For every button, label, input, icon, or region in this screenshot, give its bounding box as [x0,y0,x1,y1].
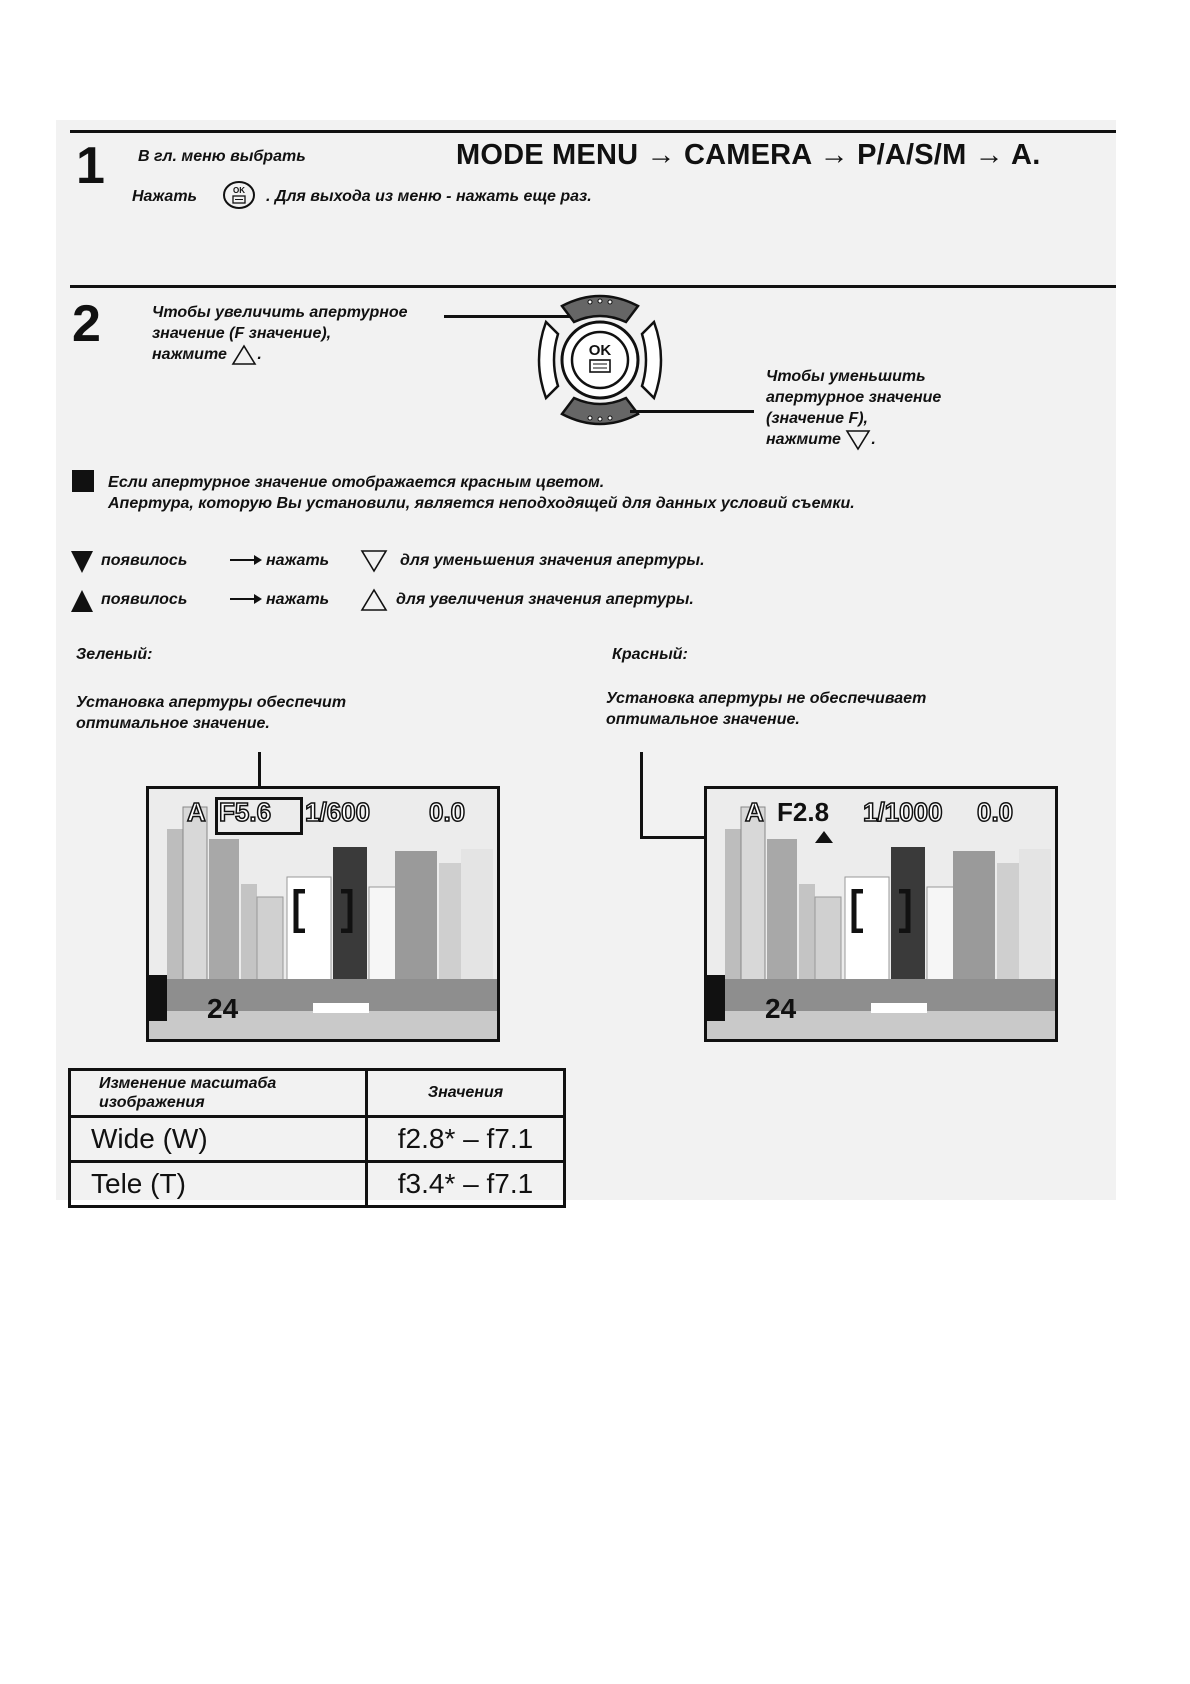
row-up-action: для увеличения значения апертуры. [396,591,694,608]
osd-shot-count: 24 [207,993,239,1024]
step2-rule [70,285,1116,288]
osd-shutter: 1/1000 [863,797,943,827]
decrease-line2: апертурное значение [766,389,942,406]
red-line1: Установка апертуры не обеспечивает [606,690,927,707]
aperture-range-table [68,1068,566,1208]
note-square-icon [72,470,94,492]
increase-press-label: нажмите [152,346,227,364]
row-down-appeared: появилось [101,552,188,569]
osd-exposure: 0.0 [429,797,466,827]
af-frame-icon [293,889,353,933]
arrow-right-icon [230,593,262,605]
decrease-text [766,366,941,451]
osd-exposure: 0.0 [977,797,1014,827]
step1-press-label: Нажать [132,188,198,205]
step1-menu-path: MODE MENU → CAMERA → P/A/S/M → A. [456,139,1041,171]
svg-text:OK: OK [233,186,245,195]
green-title: Зеленый: [76,646,153,663]
note-text [108,472,855,514]
table-cell-range: f2.8* – f7.1 [367,1117,565,1162]
up-triangle-icon [360,588,388,612]
table-row [70,1162,565,1207]
aperture-up-indicator-icon [815,831,833,843]
note-line1: Если апертурное значение отображается красным цветом. [108,474,605,491]
ok-button-icon [222,180,256,210]
row-up-press: нажать [266,591,330,608]
table-cell-zoom: Tele (T) [70,1162,367,1207]
decrease-line4: нажмите . [766,429,941,451]
step1-exit-text: . Для выхода из меню - нажать еще раз. [266,188,592,205]
table-header-row [70,1070,565,1117]
table-header-zoom: Изменение масштаба изображения [70,1070,367,1117]
osd-aperture: F2.8 [777,797,830,827]
arrow-pad-icon [530,290,670,430]
lcd-screen-green [146,786,500,1042]
table-row [70,1117,565,1162]
row-down-action: для уменьшения значения апертуры. [400,552,705,569]
lcd-screen-red [704,786,1058,1042]
up-triangle-icon [231,344,257,366]
red-leader-vertical [640,752,643,838]
down-triangle-icon [360,549,388,573]
decrease-press-label: нажмите [766,431,841,449]
step1-rule [70,130,1116,133]
osd-mode: A [187,797,206,827]
down-triangle-icon [845,429,871,451]
filled-down-triangle-icon [70,550,94,574]
decrease-leader-line [630,410,754,413]
red-description [606,688,926,730]
osd-mode: A [745,797,764,827]
decrease-line1: Чтобы уменьшить [766,368,926,385]
row-up [70,587,810,615]
osd-shot-count: 24 [765,993,797,1024]
increase-line1: Чтобы увеличить апертурное [152,304,408,321]
filled-up-triangle-icon [70,589,94,613]
row-up-appeared: появилось [101,591,188,608]
increase-line3: нажмите . [152,344,408,366]
green-line1: Установка апертуры обеспечит [76,694,347,711]
table-header-values: Значения [367,1070,565,1117]
row-down [70,548,810,576]
step2-number: 2 [72,295,101,353]
green-description [76,692,346,734]
red-line2: оптимальное значение. [606,711,800,728]
osd-aperture: F5.6 [219,797,272,827]
step1-number: 1 [76,137,105,195]
increase-text [152,302,408,366]
osd-shutter: 1/600 [305,797,371,827]
red-title: Красный: [612,646,688,663]
green-line2: оптимальное значение. [76,715,270,732]
increase-line2: значение (F значение), [152,325,332,342]
arrow-right-icon [230,554,262,566]
table-cell-range: f3.4* – f7.1 [367,1162,565,1207]
table-cell-zoom: Wide (W) [70,1117,367,1162]
note-line2: Апертура, которую Вы установили, является неподходящей для данных условий съемки. [108,495,855,512]
svg-text:OK: OK [588,342,612,359]
step1-instruction: В гл. меню выбрать [138,148,306,165]
decrease-line3: (значение F), [766,410,868,427]
row-down-press: нажать [266,552,330,569]
af-frame-icon [851,889,911,933]
